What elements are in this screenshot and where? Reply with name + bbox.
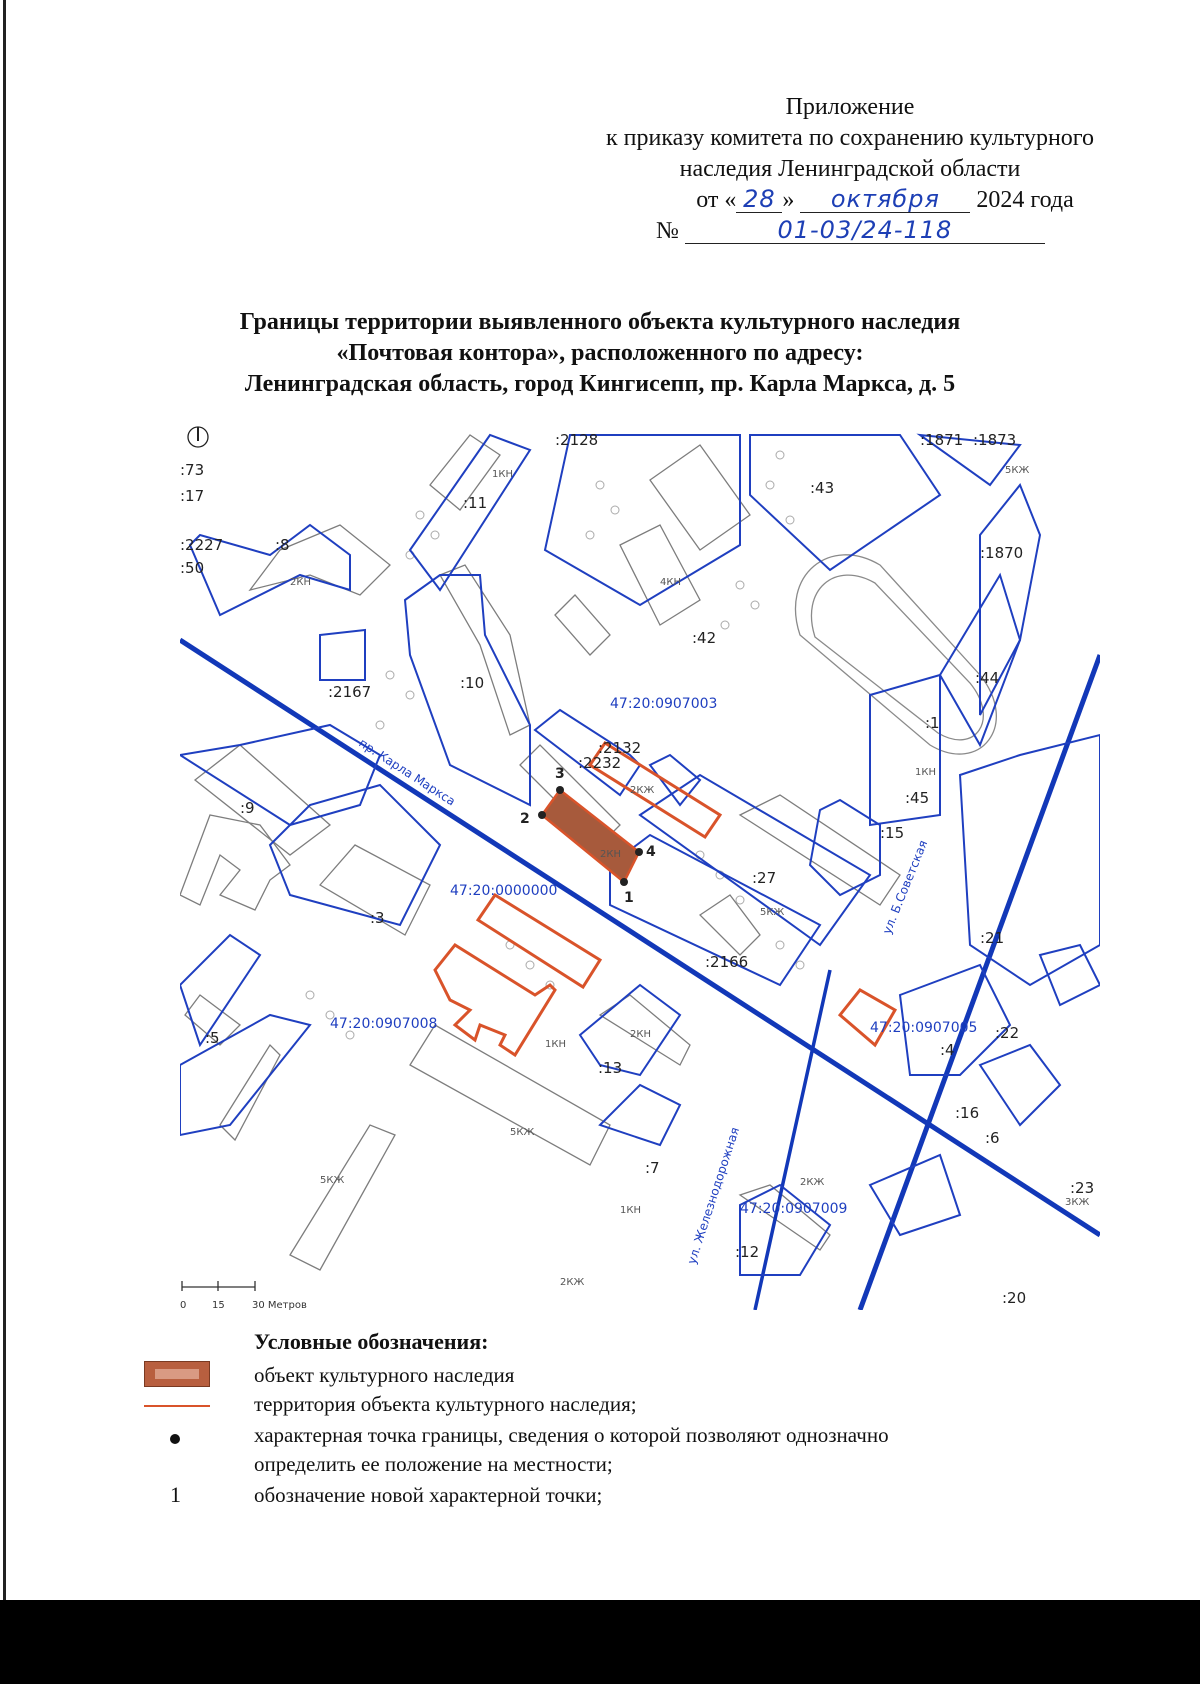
svg-text:1КН: 1КН — [915, 767, 936, 778]
appendix-header — [540, 92, 1160, 247]
date-month-handwritten: октября — [800, 186, 970, 213]
svg-text:5КЖ: 5КЖ — [320, 1175, 345, 1186]
svg-text:2КЖ: 2КЖ — [800, 1177, 825, 1188]
north-arrow-icon — [188, 427, 208, 447]
svg-text::45: :45 — [905, 789, 930, 807]
legend-item-point-number: обозначение новой характерной точки; — [254, 1483, 603, 1507]
quarter-label-0907009: 47:20:0907009 — [740, 1201, 848, 1217]
title-line-3: Ленинградская область, город Кингисепп, пр. Карла Маркса, д. 5 — [244, 371, 956, 397]
svg-text::22: :22 — [995, 1024, 1020, 1042]
svg-text::20: :20 — [1002, 1289, 1027, 1307]
svg-text:2КН: 2КН — [630, 1029, 651, 1040]
svg-text::50: :50 — [180, 559, 205, 577]
legend-item-boundary-point-line1: характерная точка границы, сведения о которой позволяют однозначно — [254, 1423, 889, 1447]
svg-text::23: :23 — [1070, 1179, 1095, 1197]
svg-text::21: :21 — [980, 929, 1005, 947]
svg-text::15: :15 — [880, 824, 905, 842]
svg-text:5КЖ: 5КЖ — [1005, 465, 1030, 476]
svg-text::43: :43 — [810, 479, 835, 497]
point-label-3: 3 — [555, 766, 565, 782]
legend-symbol-heritage-territory — [144, 1405, 210, 1407]
legend-symbol-point-number: 1 — [170, 1482, 181, 1507]
scan-edge-line — [3, 0, 6, 1600]
street-label-karla-marksa: пр. Карла Маркса — [356, 735, 458, 809]
svg-text:2КЖ: 2КЖ — [560, 1277, 585, 1288]
legend-item-heritage-territory: территория объекта культурного наследия; — [254, 1392, 637, 1416]
legend-symbol-boundary-point — [170, 1434, 180, 1444]
legend-item-heritage-object: объект культурного наследия — [254, 1363, 515, 1387]
header-line-3: наследия Ленинградской области — [679, 156, 1021, 182]
svg-text:2КЖ: 2КЖ — [630, 785, 655, 796]
point-label-2: 2 — [520, 811, 530, 827]
svg-text::9: :9 — [240, 799, 255, 817]
scale-tick-0: 0 — [180, 1300, 187, 1310]
quarter-label-0907005: 47:20:0907005 — [870, 1020, 978, 1036]
svg-text:1КН: 1КН — [620, 1205, 641, 1216]
scale-tick-15: 15 — [212, 1300, 225, 1310]
street-label-zheleznodorozhnaya: ул. Железнодорожная — [684, 1125, 743, 1266]
street-label-sovetskaya: ул. Б.Советская — [879, 838, 931, 937]
header-line-2: к приказу комитета по сохранению культурного — [605, 125, 1095, 151]
svg-text::1: :1 — [925, 714, 940, 732]
svg-text::1871: :1871 — [920, 431, 964, 449]
svg-text::1870: :1870 — [980, 544, 1024, 562]
quarter-label-0907003: 47:20:0907003 — [610, 696, 718, 712]
svg-text:2КН: 2КН — [290, 577, 311, 588]
svg-text::44: :44 — [975, 669, 1000, 687]
svg-text::10: :10 — [460, 674, 485, 692]
point-label-4: 4 — [646, 844, 656, 860]
point-label-1: 1 — [624, 890, 634, 906]
svg-text::2166: :2166 — [705, 953, 749, 971]
svg-text::17: :17 — [180, 487, 205, 505]
svg-text:4КН: 4КН — [660, 577, 681, 588]
svg-text::6: :6 — [985, 1129, 1000, 1147]
svg-text::5: :5 — [205, 1029, 220, 1047]
svg-text:1КН: 1КН — [545, 1039, 566, 1050]
svg-text::3: :3 — [370, 909, 385, 927]
header-date-line: от « 28 » октября 2024 года — [696, 185, 1074, 213]
document-title — [0, 307, 1200, 400]
svg-text::2132: :2132 — [598, 739, 642, 757]
svg-text::7: :7 — [645, 1159, 660, 1177]
header-line-1: Приложение — [785, 94, 915, 120]
svg-text::73: :73 — [180, 461, 205, 479]
svg-text::27: :27 — [752, 869, 777, 887]
title-line-1: Границы территории выявленного объекта культурного наследия — [239, 309, 961, 335]
quarter-label-0000000: 47:20:0000000 — [450, 883, 558, 899]
svg-text:2КН: 2КН — [600, 849, 621, 860]
legend-symbol-heritage-object — [144, 1361, 210, 1387]
scale-tick-30: 30 Метров — [252, 1300, 307, 1310]
svg-text::2227: :2227 — [180, 536, 224, 554]
svg-text::13: :13 — [598, 1059, 623, 1077]
svg-text:1КН: 1КН — [492, 469, 513, 480]
legend-item-boundary-point-line2: определить ее положение на местности; — [254, 1452, 613, 1476]
date-day-handwritten: 28 — [736, 186, 782, 213]
svg-text:3КЖ: 3КЖ — [1065, 1197, 1090, 1208]
svg-text:5КЖ: 5КЖ — [510, 1127, 535, 1138]
legend-heading: Условные обозначения: — [254, 1329, 489, 1354]
svg-text:5КЖ: 5КЖ — [760, 907, 785, 918]
svg-text::12: :12 — [735, 1243, 760, 1261]
svg-text::1873: :1873 — [973, 431, 1017, 449]
svg-text::2128: :2128 — [555, 431, 599, 449]
svg-text::2232: :2232 — [578, 754, 622, 772]
scan-bottom-border — [0, 1600, 1200, 1684]
quarter-label-0907008: 47:20:0907008 — [330, 1016, 438, 1032]
svg-text::16: :16 — [955, 1104, 980, 1122]
cadastral-map — [180, 425, 1100, 1310]
svg-text::8: :8 — [275, 536, 290, 554]
svg-text::11: :11 — [463, 494, 488, 512]
svg-text::2167: :2167 — [328, 683, 372, 701]
title-line-2: «Почтовая контора», расположенного по адресу: — [336, 340, 864, 366]
svg-text::4: :4 — [940, 1041, 955, 1059]
svg-text::42: :42 — [692, 629, 717, 647]
header-number-line: № 01-03/24-118 — [656, 216, 1160, 247]
order-number-handwritten: 01-03/24-118 — [685, 217, 1045, 244]
